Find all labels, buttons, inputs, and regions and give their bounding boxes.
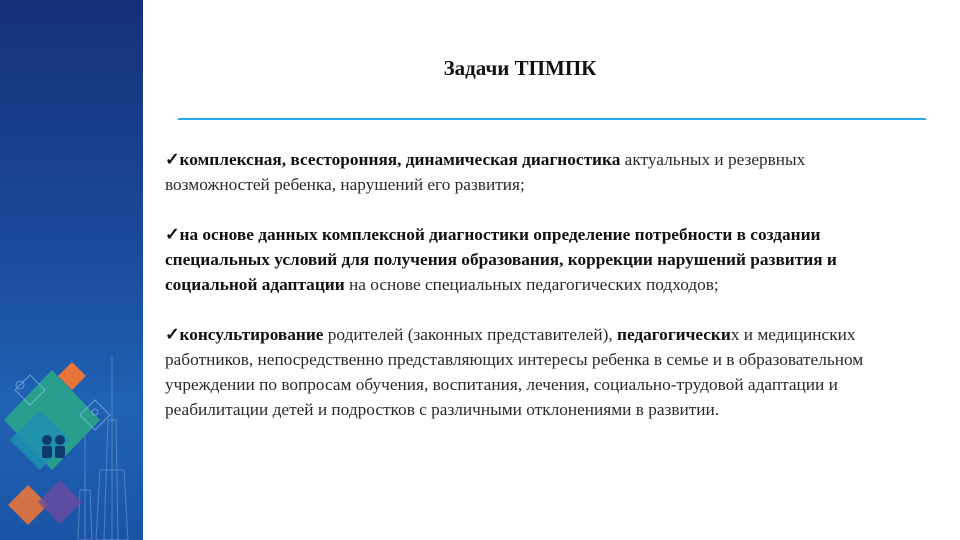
- slide-title: Задачи ТПМПК: [443, 56, 597, 80]
- item-text: родителей (законных представителей),: [323, 325, 617, 344]
- title-divider: [178, 118, 926, 120]
- item-bold-text: консультирование: [179, 325, 324, 344]
- item-bold-text: педагогически: [616, 325, 731, 344]
- sidebar-decoration-icon: [0, 0, 143, 540]
- list-item: [165, 322, 900, 422]
- item-text: актуальных и резервных возможностей ребенка, нарушений его развития;: [165, 150, 806, 194]
- task-list: [165, 147, 900, 447]
- check-mark-icon: ✓: [165, 225, 180, 244]
- check-mark-icon: ✓: [165, 325, 180, 344]
- decorative-sidebar: [0, 0, 143, 540]
- list-item: [165, 147, 900, 197]
- item-bold-text: комплексная, всесторонняя, динамическая диагностика: [179, 150, 621, 169]
- item-text: на основе специальных педагогических подходов;: [344, 275, 719, 294]
- check-mark-icon: ✓: [165, 150, 180, 169]
- item-bold-text: на основе данных комплексной диагностики определение потребности в создании специальных условий для получения образования, коррекции нарушений развития и социальной адаптации: [165, 225, 837, 294]
- list-item: [165, 222, 900, 297]
- item-text: х и медицинских работников, непосредственно представляющих интересы ребенка в семье и в образовательном учреждении по вопросам обучения, воспитания, лечения, социально-трудовой адаптации и реабилитации детей и подростков с различными отклонениями в развитии.: [165, 325, 864, 419]
